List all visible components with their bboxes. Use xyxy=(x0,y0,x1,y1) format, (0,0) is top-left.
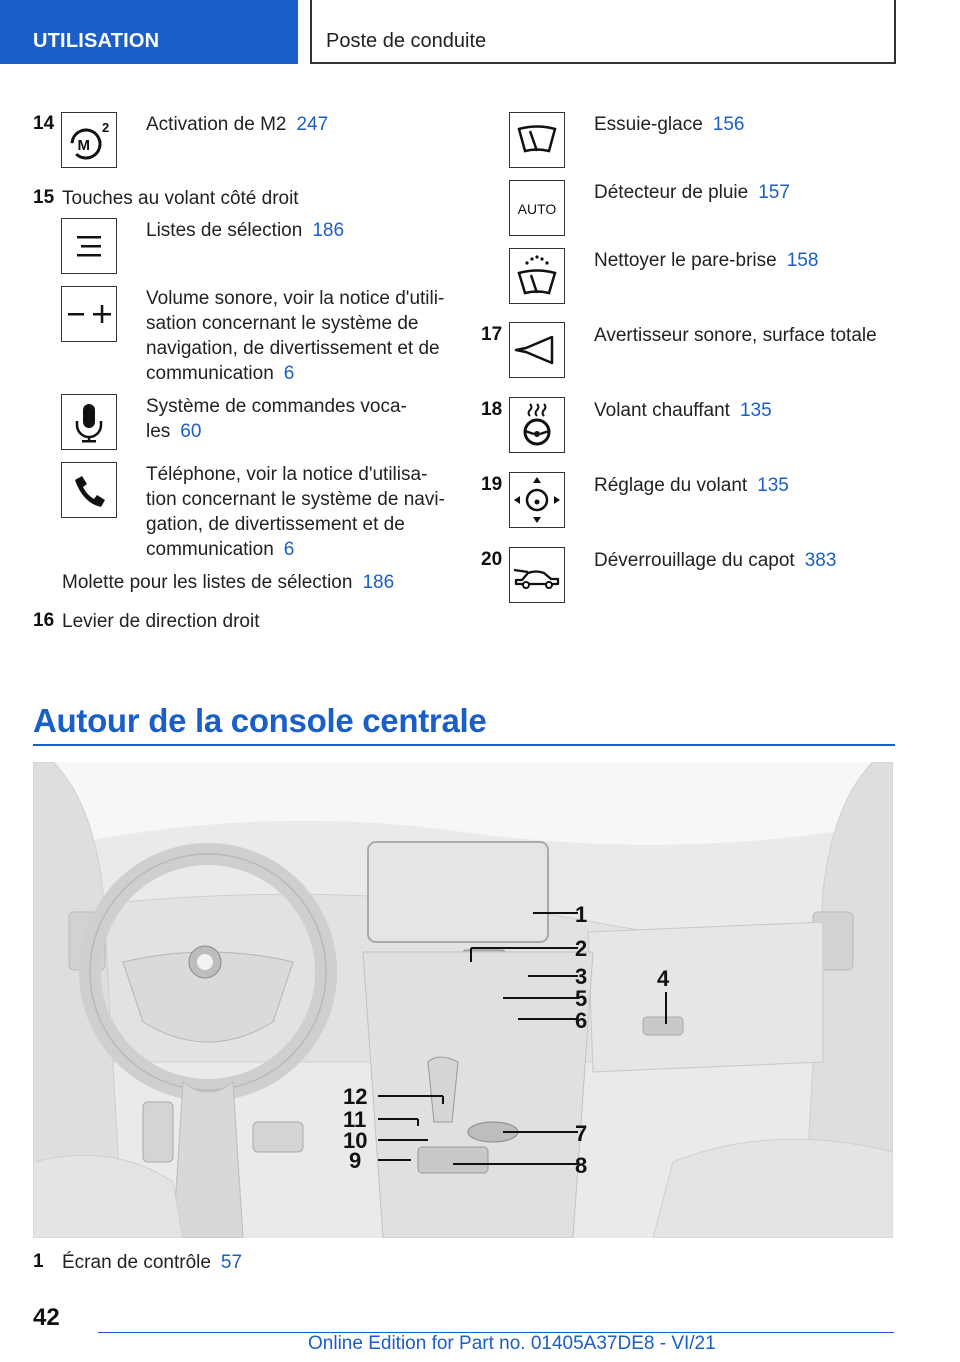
item-18-label: Volant chauffant 135 xyxy=(594,400,772,421)
callout-4: 4 xyxy=(657,966,670,991)
footer-edition: Online Edition for Part no. 01405A37DE8 - VI/21 xyxy=(308,1333,716,1354)
wheel-adjust-icon xyxy=(509,472,565,528)
item-number-14: 14 xyxy=(33,113,55,134)
callout-6: 6 xyxy=(575,1008,588,1033)
volume-icon xyxy=(61,286,117,342)
page-number: 42 xyxy=(33,1304,60,1331)
center-console-illustration xyxy=(33,762,893,1238)
windshield-clean-label: Nettoyer le pare-brise 158 xyxy=(594,250,819,271)
wiper-label: Essuie-glace 156 xyxy=(594,114,745,135)
phone-icon xyxy=(61,462,117,518)
m2-icon xyxy=(61,112,117,168)
heated-wheel-icon xyxy=(509,397,565,453)
callout-5: 5 xyxy=(575,986,588,1011)
page-ref-link[interactable]: 186 xyxy=(312,220,345,241)
section-title: Poste de conduite xyxy=(326,30,487,52)
list-selection-label: Listes de sélection 186 xyxy=(146,220,345,241)
item-number-20: 20 xyxy=(481,549,503,570)
page-ref-link[interactable]: 135 xyxy=(757,475,789,496)
rain-sensor-label: Détecteur de pluie 157 xyxy=(594,182,790,203)
washer-icon xyxy=(509,248,565,304)
item-14-label: Activation de M2 247 xyxy=(146,114,329,135)
horn-icon xyxy=(509,322,565,378)
item-19-label: Réglage du volant 135 xyxy=(594,475,789,496)
item-number-19: 19 xyxy=(481,474,503,495)
hood-icon xyxy=(509,547,565,603)
list-icon xyxy=(61,218,117,274)
item-20-label: Déverrouillage du capot 383 xyxy=(594,550,837,571)
svg-text:2: 2 xyxy=(102,120,110,135)
page-ref-link[interactable]: 6 xyxy=(283,539,295,560)
callout-3: 3 xyxy=(575,964,588,989)
callout-7: 7 xyxy=(575,1121,588,1146)
callout-1: 1 xyxy=(575,902,588,927)
item-number-15: 15 xyxy=(33,187,55,208)
page-ref-link[interactable]: 247 xyxy=(296,114,329,135)
callout-8: 8 xyxy=(575,1153,588,1178)
page-ref-link[interactable]: 186 xyxy=(362,572,395,593)
microphone-icon xyxy=(61,394,117,450)
page-ref-link[interactable]: 383 xyxy=(804,550,837,571)
item-number-16: 16 xyxy=(33,610,55,631)
chapter-title: UTILISATION xyxy=(33,30,160,52)
item-number-18: 18 xyxy=(481,399,503,420)
page-ref-link[interactable]: 6 xyxy=(283,363,295,384)
volume-label: Volume sonore, voir la notice d'utili- sation concernant le système de navigation, de divertissement et de communication 6 xyxy=(146,288,445,384)
auto-icon xyxy=(509,180,565,236)
section-tab xyxy=(310,0,896,64)
item-number-17: 17 xyxy=(481,324,503,345)
item-17-label: Avertisseur sonore, surface totale xyxy=(594,325,877,346)
svg-text:M: M xyxy=(77,137,90,154)
page-ref-link[interactable]: 57 xyxy=(220,1252,243,1273)
callout-12: 12 xyxy=(343,1084,368,1109)
page-ref-link[interactable]: 60 xyxy=(180,421,202,442)
molette-label: Molette pour les listes de sélection 186 xyxy=(62,572,395,593)
caption-label: Écran de contrôle 57 xyxy=(62,1252,243,1273)
chapter-tab[interactable] xyxy=(0,0,298,64)
page-ref-link[interactable]: 158 xyxy=(786,250,819,271)
section-heading: Autour de la console centrale xyxy=(33,702,487,739)
callout-2: 2 xyxy=(575,936,588,961)
callout-9: 9 xyxy=(349,1148,362,1173)
callout-11: 11 xyxy=(343,1107,367,1132)
section-rule xyxy=(33,744,895,746)
auto-icon-text: AUTO xyxy=(517,201,557,217)
item-16-label: Levier de direction droit xyxy=(62,611,260,632)
page-ref-link[interactable]: 156 xyxy=(712,114,745,135)
page-ref-link[interactable]: 157 xyxy=(758,182,790,203)
phone-label: Téléphone, voir la notice d'utilisa- tion concernant le système de navi- gation, de divertissement et de communication 6 xyxy=(146,464,445,560)
wiper-icon xyxy=(509,112,565,168)
voice-command-label: Système de commandes voca- les 60 xyxy=(146,396,407,442)
item-15-label: Touches au volant côté droit xyxy=(62,188,299,209)
callout-10: 10 xyxy=(343,1128,368,1153)
page-ref-link[interactable]: 135 xyxy=(739,400,772,421)
caption-number: 1 xyxy=(33,1251,44,1272)
